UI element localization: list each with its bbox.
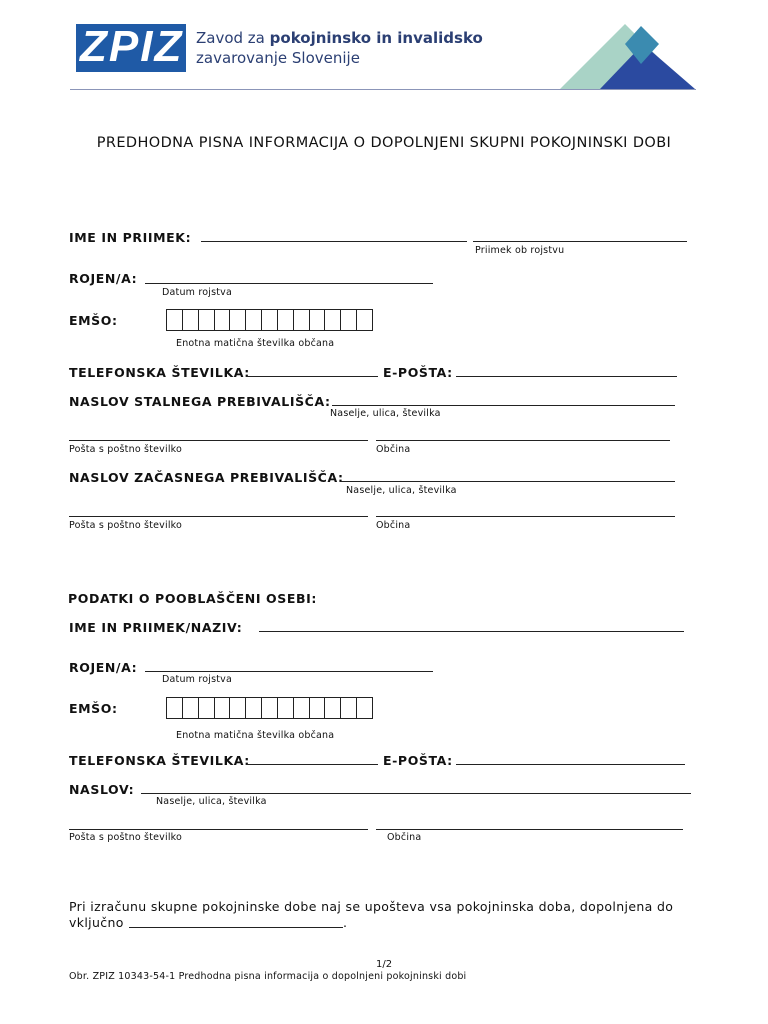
- form-title: PREDHODNA PISNA INFORMACIJA O DOPOLNJENI SKUPNI POKOJNINSKI DOBI: [96, 135, 672, 151]
- birth-date-hint: Datum rojstva: [162, 287, 233, 298]
- representative-name-field[interactable]: [259, 631, 684, 632]
- permanent-address-label: NASLOV STALNEGA PREBIVALIŠČA:: [69, 394, 331, 409]
- representative-email-field[interactable]: [456, 764, 685, 765]
- representative-municipality-field[interactable]: [376, 829, 683, 830]
- representative-birth-date-field[interactable]: [145, 671, 433, 672]
- applicant-name-field[interactable]: [201, 241, 467, 242]
- organization-name: [196, 28, 483, 68]
- temporary-post-hint: Pošta s poštno številko: [69, 520, 183, 531]
- representative-post-hint: Pošta s poštno številko: [69, 832, 183, 843]
- representative-emso-label: EMŠO:: [69, 701, 118, 716]
- applicant-emso-label: EMŠO:: [69, 313, 118, 328]
- permanent-post-field[interactable]: [69, 440, 368, 441]
- applicant-birth-date-field[interactable]: [145, 283, 433, 284]
- representative-phone-field[interactable]: [246, 764, 378, 765]
- permanent-address-hint: Naselje, ulica, številka: [330, 408, 441, 419]
- statement-prefix: vključno: [69, 915, 124, 930]
- representative-section-label: PODATKI O POOBLAŠČENI OSEBI:: [68, 591, 317, 606]
- permanent-municipality-field[interactable]: [376, 440, 670, 441]
- applicant-email-label: E-POŠTA:: [383, 365, 453, 380]
- statement-period: .: [343, 915, 347, 930]
- representative-post-field[interactable]: [69, 829, 368, 830]
- header-graphic: [555, 22, 700, 92]
- representative-phone-label: TELEFONSKA ŠTEVILKA:: [69, 753, 250, 768]
- temporary-post-field[interactable]: [69, 516, 368, 517]
- logo: [76, 24, 186, 72]
- statement-line-1: Pri izračunu skupne pokojninske dobe naj se upošteva vsa pokojninska doba, dopolnjena do: [69, 899, 674, 914]
- applicant-emso-boxes[interactable]: [166, 309, 373, 331]
- applicant-email-field[interactable]: [456, 376, 677, 377]
- org-line-1: Zavod za pokojninsko in invalidsko: [196, 29, 483, 47]
- statement-line-2: [69, 915, 124, 930]
- temporary-municipality-field[interactable]: [376, 516, 675, 517]
- applicant-maiden-name-field[interactable]: [473, 241, 687, 242]
- representative-born-label: ROJEN/A:: [69, 660, 138, 675]
- header-rule: [70, 89, 696, 90]
- form-reference: Obr. ZPIZ 10343-54-1 Predhodna pisna informacija o dopolnjeni pokojninski dobi: [69, 971, 467, 982]
- temporary-municipality-hint: Občina: [376, 520, 411, 531]
- org-line-2: zavarovanje Slovenije: [196, 49, 360, 67]
- representative-name-label: IME IN PRIIMEK/NAZIV:: [69, 620, 243, 635]
- logo-text: ZPIZ: [80, 22, 184, 71]
- applicant-phone-label: TELEFONSKA ŠTEVILKA:: [69, 365, 250, 380]
- representative-address-label: NASLOV:: [69, 782, 135, 797]
- representative-address-hint: Naselje, ulica, številka: [156, 796, 267, 807]
- representative-address-field[interactable]: [141, 793, 691, 794]
- representative-emso-hint: Enotna matična številka občana: [176, 730, 335, 741]
- representative-emso-boxes[interactable]: [166, 697, 373, 719]
- emso-hint: Enotna matična številka občana: [176, 338, 335, 349]
- representative-municipality-hint: Občina: [387, 832, 422, 843]
- page-number: 1/2: [376, 959, 393, 970]
- permanent-address-field[interactable]: [332, 405, 675, 406]
- maiden-name-hint: Priimek ob rojstvu: [475, 245, 565, 256]
- representative-email-label: E-POŠTA:: [383, 753, 453, 768]
- permanent-post-hint: Pošta s poštno številko: [69, 444, 183, 455]
- applicant-name-label: IME IN PRIIMEK:: [69, 230, 192, 245]
- representative-birth-date-hint: Datum rojstva: [162, 674, 233, 685]
- applicant-born-label: ROJEN/A:: [69, 271, 138, 286]
- applicant-phone-field[interactable]: [246, 376, 378, 377]
- temporary-address-field[interactable]: [340, 481, 675, 482]
- temporary-address-hint: Naselje, ulica, številka: [346, 485, 457, 496]
- permanent-municipality-hint: Občina: [376, 444, 411, 455]
- statement-date-field[interactable]: [129, 927, 343, 928]
- temporary-address-label: NASLOV ZAČASNEGA PREBIVALIŠČA:: [69, 470, 344, 485]
